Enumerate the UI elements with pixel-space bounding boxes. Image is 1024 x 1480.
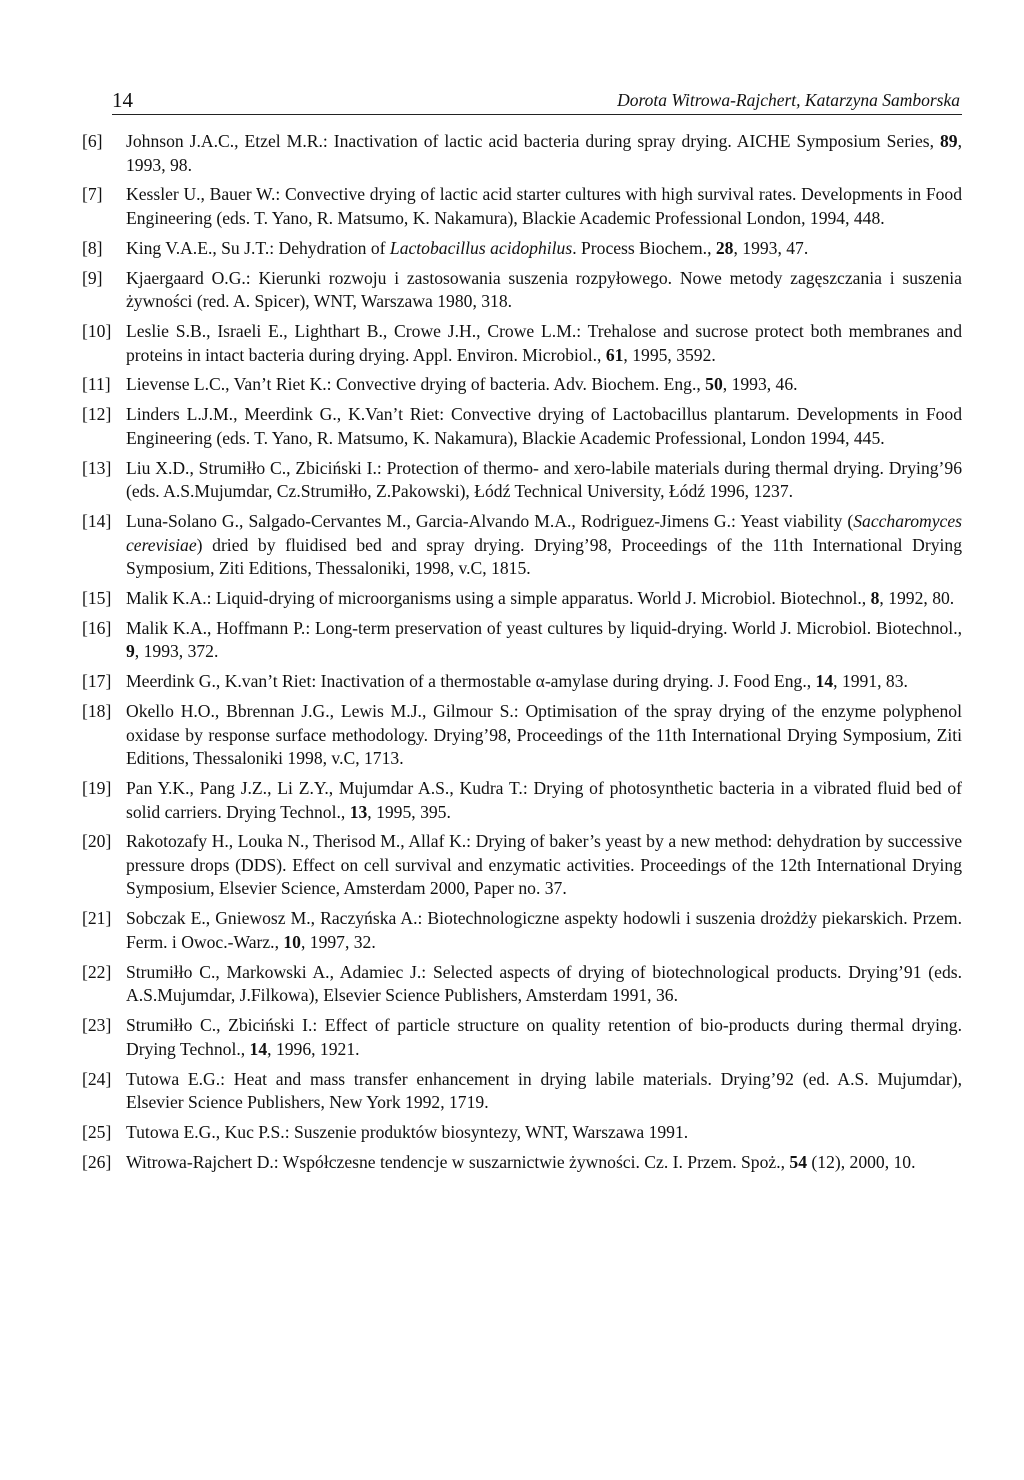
reference-text-segment: Malik K.A., Hoffmann P.: Long-term preservation of yeast cultures by liquid-drying. World J. Microbiol. Biotechnol., xyxy=(126,617,962,638)
reference-text xyxy=(126,267,962,314)
volume-number: 50 xyxy=(705,374,723,395)
reference-text-segment: Malik K.A.: Liquid-drying of microorganisms using a simple apparatus. World J. Microbiol. Biotechnol., xyxy=(126,588,871,609)
running-head: Dorota Witrowa-Rajchert, Katarzyna Samborska xyxy=(617,90,960,110)
reference-text xyxy=(126,830,962,901)
volume-number: 54 xyxy=(789,1151,808,1172)
reference-number: [7] xyxy=(82,184,103,205)
reference-text-segment: , 1997, 32. xyxy=(300,931,376,952)
reference-text-segment: Liu X.D., Strumiłło C., Zbiciński I.: Protection of thermo- and xero-labile materials during thermal drying. Drying’96 (eds. A.S.Mujumdar, Cz.Strumiłło, Z.Pakowski), Łódź Technical University, Łódź 1996, 1237. xyxy=(126,457,962,502)
reference-text-segment: Linders L.J.M., Meerdink G., K.Van’t Riet: Convective drying of Lactobacillus plantarum. Developments in Food Engineering (eds. T. Yano, R. Matsumo, K. Nakamura), Blackie Academic Professional, London 1994, 445. xyxy=(126,404,962,448)
reference-text-segment: Tutowa E.G.: Heat and mass transfer enhancement in drying labile materials. Drying’92 (ed. A.S. Mujumdar), Elsevier Science Publishers, New York 1992, 1719. xyxy=(126,1068,962,1113)
italic-text: Saccharomyces cerevisiae xyxy=(126,511,962,555)
reference-text xyxy=(126,237,962,261)
reference-text-segment: Okello H.O., Bbrennan J.G., Lewis M.J., Gilmour S.: Optimisation of the spray drying of the enzyme polyphenol oxidase by response surface methodology. Drying’98, Proceedings of the 11th International Drying Symposium, Ziti Editions, Thessaloniki 1998, v.C, 1713. xyxy=(126,701,962,769)
reference-text xyxy=(126,320,962,367)
reference-text xyxy=(126,1121,962,1145)
reference-item xyxy=(82,1014,962,1061)
reference-number: [22] xyxy=(82,961,112,982)
reference-text xyxy=(126,1014,962,1061)
page-header xyxy=(112,86,962,115)
reference-number: [14] xyxy=(82,511,112,532)
reference-text-segment: Tutowa E.G., Kuc P.S.: Suszenie produktów biosyntezy, WNT, Warszawa 1991. xyxy=(126,1121,689,1142)
reference-text xyxy=(126,961,962,1008)
reference-text-segment: , 1991, 83. xyxy=(833,671,908,692)
reference-number: [12] xyxy=(82,404,112,425)
reference-text-segment: , 1996, 1921. xyxy=(267,1038,360,1059)
reference-text xyxy=(126,777,962,824)
reference-number: [10] xyxy=(82,321,112,342)
reference-text-segment: King V.A.E., Su J.T.: Dehydration of xyxy=(126,237,390,258)
reference-text-segment: Kjaergaard O.G.: Kierunki rozwoju i zastosowania suszenia rozpyłowego. Nowe metody zagęszczania i suszenia żywności (red. A. Spicer), WNT, Warszawa 1980, 318. xyxy=(126,267,962,312)
volume-number: 14 xyxy=(815,671,834,692)
reference-item xyxy=(82,373,962,397)
page-number: 14 xyxy=(112,88,133,112)
volume-number: 9 xyxy=(126,641,135,662)
reference-number: [9] xyxy=(82,267,103,288)
reference-number: [16] xyxy=(82,617,112,638)
reference-text-segment: , 1992, 80. xyxy=(879,588,955,609)
reference-text xyxy=(126,617,962,664)
reference-text-segment: Rakotozafy H., Louka N., Therisod M., Allaf K.: Drying of baker’s yeast by a new method: dehydration by successive pressure drops (DDS). Effect on cell survival and enzymatic activities. Proceedings of the 12th International Drying Symposium, Elsevier Science, Amsterdam 2000, Paper no. 37. xyxy=(126,831,962,899)
reference-number: [11] xyxy=(82,374,111,395)
reference-text-segment: Meerdink G., K.van’t Riet: Inactivation of a thermostable α-amylase during drying. J. Food Eng., xyxy=(126,671,816,692)
reference-number: [8] xyxy=(82,237,103,258)
reference-item xyxy=(82,1068,962,1115)
reference-text xyxy=(126,183,962,230)
volume-number: 10 xyxy=(283,931,301,952)
reference-text-segment: Luna-Solano G., Salgado-Cervantes M., Garcia-Alvando M.A., Rodriguez-Jimens G.: Yeast viability ( xyxy=(126,511,854,532)
reference-text xyxy=(126,1151,962,1175)
reference-number: [24] xyxy=(82,1068,112,1089)
reference-text-segment: , 1995, 395. xyxy=(367,801,451,822)
reference-number: [25] xyxy=(82,1121,112,1142)
reference-text-segment: . Process Biochem., xyxy=(572,237,716,258)
reference-item xyxy=(82,617,962,664)
reference-text xyxy=(126,457,962,504)
reference-item xyxy=(82,183,962,230)
reference-item xyxy=(82,403,962,450)
reference-text xyxy=(126,510,962,581)
reference-number: [17] xyxy=(82,671,112,692)
reference-text-segment: , 1995, 3592. xyxy=(623,344,716,365)
volume-number: 8 xyxy=(870,588,880,609)
reference-number: [23] xyxy=(82,1015,112,1036)
reference-item xyxy=(82,510,962,581)
reference-number: [18] xyxy=(82,701,112,722)
reference-text-segment: , 1993, 46. xyxy=(722,374,798,395)
reference-text-segment: Sobczak E., Gniewosz M., Raczyńska A.: Biotechnologiczne aspekty hodowli i suszenia drożdży piekarskich. Przem. Ferm. i Owoc.-Warz., xyxy=(126,908,962,952)
reference-number: [21] xyxy=(82,908,112,929)
reference-item xyxy=(82,777,962,824)
reference-text-segment: (12), 2000, 10. xyxy=(807,1151,916,1172)
reference-item xyxy=(82,830,962,901)
volume-number: 89 xyxy=(940,131,958,151)
reference-text xyxy=(126,130,962,177)
reference-text xyxy=(126,1068,962,1115)
volume-number: 13 xyxy=(349,801,368,822)
reference-item xyxy=(82,670,962,694)
reference-list xyxy=(82,130,962,1181)
italic-text: Lactobacillus acidophilus xyxy=(389,237,573,258)
volume-number: 61 xyxy=(605,344,624,365)
reference-item xyxy=(82,961,962,1008)
reference-number: [20] xyxy=(82,831,112,852)
reference-text-segment: Lievense L.C., Van’t Riet K.: Convective drying of bacteria. Adv. Biochem. Eng., xyxy=(126,374,706,395)
reference-text xyxy=(126,670,962,694)
reference-text-segment: Johnson J.A.C., Etzel M.R.: Inactivation of lactic acid bacteria during spray drying. AICHE Symposium Series, xyxy=(126,131,940,151)
reference-item xyxy=(82,320,962,367)
reference-item xyxy=(82,1151,962,1175)
reference-text-segment: Witrowa-Rajchert D.: Współczesne tendencje w suszarnictwie żywności. Cz. I. Przem. Spoż., xyxy=(126,1151,790,1172)
reference-text-segment: Strumiłło C., Markowski A., Adamiec J.: Selected aspects of drying of biotechnological products. Drying’91 (eds. A.S.Mujumdar, J.Filkowa), Elsevier Science Publishers, Amsterdam 1991, 36. xyxy=(126,961,962,1006)
reference-text-segment: ) dried by fluidised bed and spray drying. Drying’98, Proceedings of the 11th International Drying Symposium, Ziti Editions, Thessaloniki, 1998, v.C, 1815. xyxy=(126,534,962,579)
reference-text xyxy=(126,700,962,771)
reference-item xyxy=(82,237,962,261)
reference-item xyxy=(82,267,962,314)
volume-number: 28 xyxy=(715,237,734,258)
reference-text-segment: , 1993, 98. xyxy=(126,131,962,175)
reference-text-segment: Pan Y.K., Pang J.Z., Li Z.Y., Mujumdar A.S., Kudra T.: Drying of photosynthetic bacteria in a vibrated fluid bed of solid carriers. Drying Technol., xyxy=(126,778,962,822)
reference-item xyxy=(82,907,962,954)
reference-number: [26] xyxy=(82,1151,112,1172)
reference-number: [6] xyxy=(82,131,103,151)
reference-text xyxy=(126,373,962,397)
reference-text xyxy=(126,907,962,954)
volume-number: 14 xyxy=(249,1038,268,1059)
reference-item xyxy=(82,587,962,611)
reference-text xyxy=(126,403,962,450)
reference-item xyxy=(82,457,962,504)
reference-text-segment: , 1993, 47. xyxy=(733,237,809,258)
reference-text-segment: Strumiłło C., Zbiciński I.: Effect of particle structure on quality retention of bio-products during thermal drying. Drying Technol., xyxy=(126,1015,962,1059)
reference-text-segment: Kessler U., Bauer W.: Convective drying of lactic acid starter cultures with high survival rates. Developments in Food Engineering (eds. T. Yano, R. Matsumo, K. Nakamura), Blackie Academic Professional London, 1994, 448. xyxy=(126,184,962,228)
reference-item xyxy=(82,1121,962,1145)
reference-number: [13] xyxy=(82,457,112,478)
reference-number: [19] xyxy=(82,778,112,799)
reference-text-segment: Leslie S.B., Israeli E., Lighthart B., Crowe J.H., Crowe L.M.: Trehalose and sucrose protect both membranes and proteins in intact bacteria during drying. Appl. Environ. Microbiol., xyxy=(126,321,962,365)
reference-item xyxy=(82,700,962,771)
reference-number: [15] xyxy=(82,588,112,609)
reference-text-segment: , 1993, 372. xyxy=(134,641,219,662)
reference-item xyxy=(82,130,962,177)
reference-text xyxy=(126,587,962,611)
